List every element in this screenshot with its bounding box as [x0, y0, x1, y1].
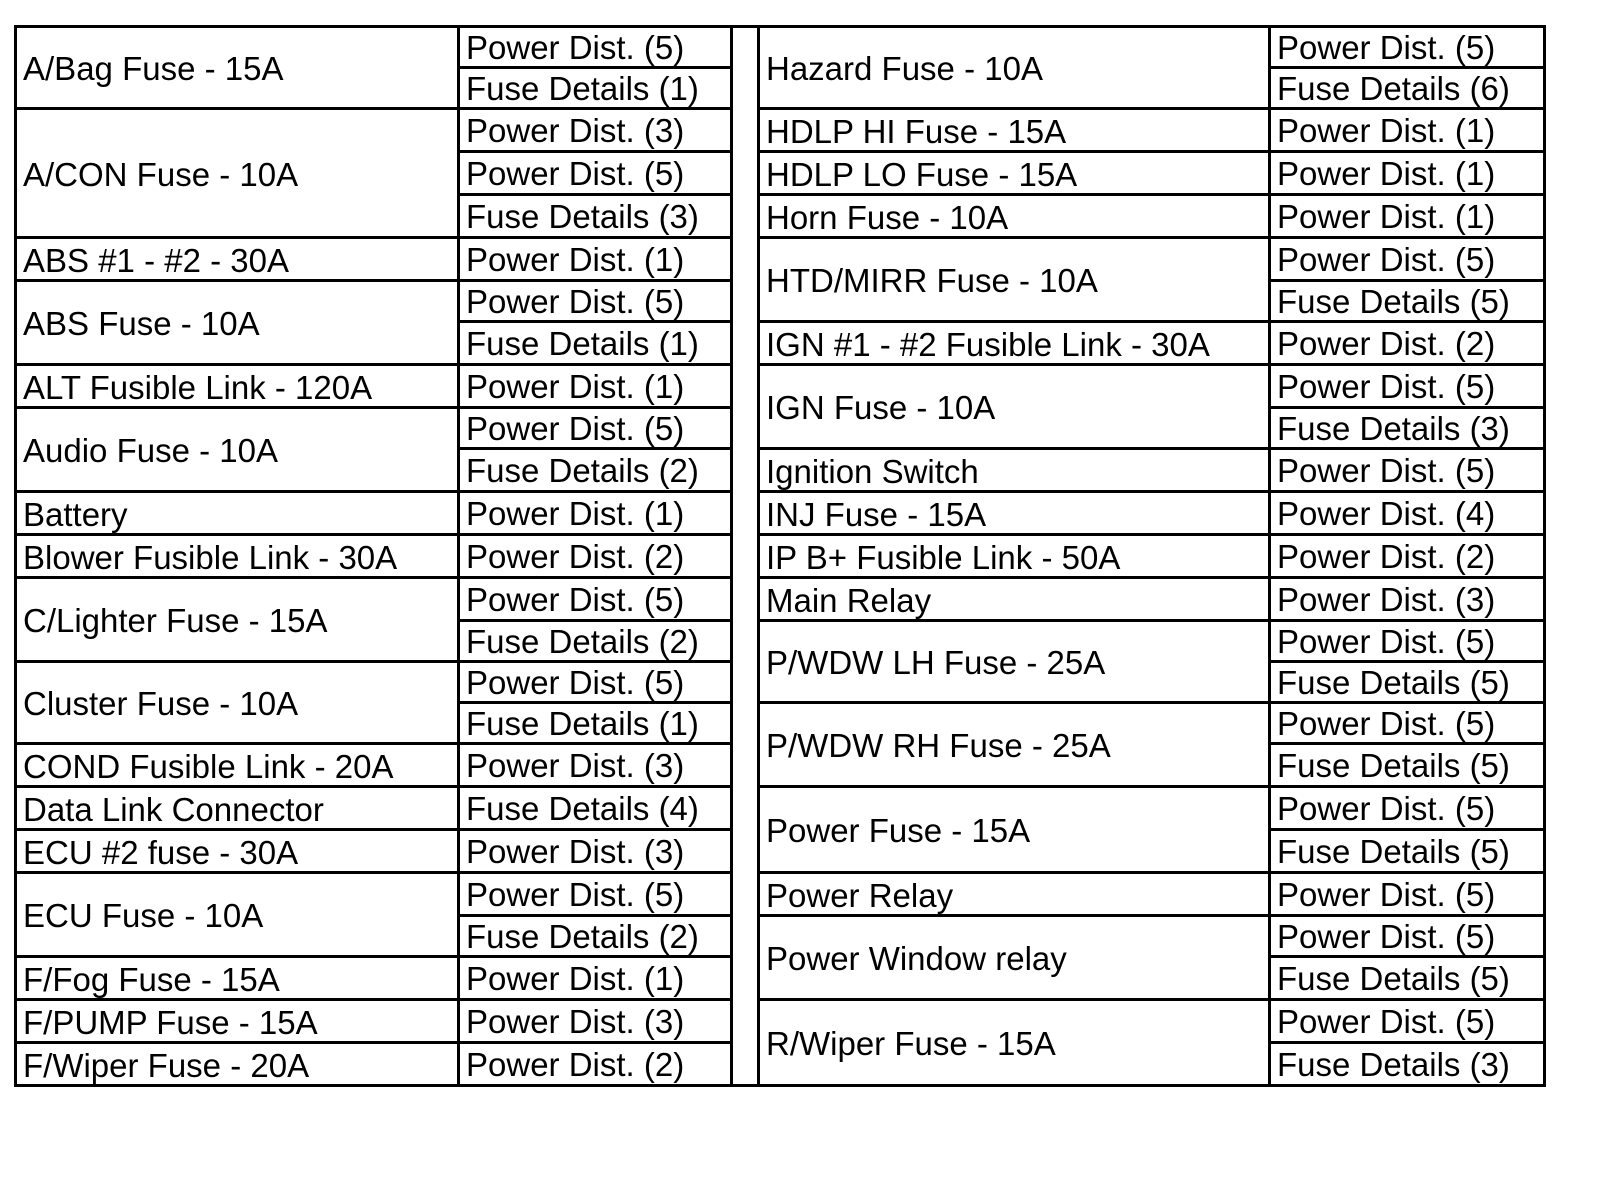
left-component-cell: F/PUMP Fuse - 15A — [16, 1000, 459, 1043]
left-reference-cell: Power Dist. (2) — [459, 535, 732, 578]
left-reference-cell: Power Dist. (2) — [459, 1043, 732, 1086]
right-reference-cell: Fuse Details (5) — [1270, 957, 1545, 1000]
left-component-cell: ABS #1 - #2 - 30A — [16, 238, 459, 281]
left-reference-cell: Fuse Details (3) — [459, 195, 732, 238]
right-component-cell: HDLP HI Fuse - 15A — [759, 109, 1270, 152]
column-divider — [732, 27, 759, 1086]
right-reference-cell: Power Dist. (2) — [1270, 535, 1545, 578]
left-component-cell: ECU Fuse - 10A — [16, 873, 459, 957]
right-reference-cell: Power Dist. (5) — [1270, 873, 1545, 916]
right-component-cell: HTD/MIRR Fuse - 10A — [759, 238, 1270, 322]
left-reference-cell: Power Dist. (5) — [459, 873, 732, 916]
left-component-cell: Data Link Connector — [16, 787, 459, 830]
right-reference-cell: Power Dist. (5) — [1270, 238, 1545, 281]
table-row — [16, 238, 1545, 281]
right-reference-cell: Power Dist. (3) — [1270, 578, 1545, 621]
right-component-cell: Main Relay — [759, 578, 1270, 621]
right-component-cell: Ignition Switch — [759, 449, 1270, 492]
left-reference-cell: Fuse Details (1) — [459, 322, 732, 365]
left-reference-cell: Power Dist. (1) — [459, 492, 732, 535]
left-reference-cell: Power Dist. (1) — [459, 238, 732, 281]
left-component-cell: ECU #2 fuse - 30A — [16, 830, 459, 873]
table-row — [16, 1000, 1545, 1043]
right-reference-cell: Power Dist. (5) — [1270, 703, 1545, 744]
left-component-cell: F/Wiper Fuse - 20A — [16, 1043, 459, 1086]
table-row — [16, 873, 1545, 916]
right-reference-cell: Fuse Details (5) — [1270, 744, 1545, 787]
right-reference-cell: Power Dist. (1) — [1270, 195, 1545, 238]
right-reference-cell: Power Dist. (4) — [1270, 492, 1545, 535]
right-component-cell: IGN Fuse - 10A — [759, 365, 1270, 449]
right-reference-cell: Fuse Details (3) — [1270, 1043, 1545, 1086]
right-reference-cell: Fuse Details (5) — [1270, 662, 1545, 703]
table-row — [16, 492, 1545, 535]
right-component-cell: Hazard Fuse - 10A — [759, 27, 1270, 109]
left-component-cell: C/Lighter Fuse - 15A — [16, 578, 459, 662]
right-component-cell: IGN #1 - #2 Fusible Link - 30A — [759, 322, 1270, 365]
right-reference-cell: Power Dist. (5) — [1270, 365, 1545, 408]
left-reference-cell: Power Dist. (5) — [459, 578, 732, 621]
left-component-cell: A/CON Fuse - 10A — [16, 109, 459, 238]
left-reference-cell: Fuse Details (1) — [459, 703, 732, 744]
table-row — [16, 365, 1545, 408]
left-component-cell: COND Fusible Link - 20A — [16, 744, 459, 787]
right-component-cell: INJ Fuse - 15A — [759, 492, 1270, 535]
left-reference-cell: Fuse Details (4) — [459, 787, 732, 830]
right-reference-cell: Fuse Details (5) — [1270, 830, 1545, 873]
right-component-cell: HDLP LO Fuse - 15A — [759, 152, 1270, 195]
right-reference-cell: Power Dist. (2) — [1270, 322, 1545, 365]
left-component-cell: A/Bag Fuse - 15A — [16, 27, 459, 109]
right-component-cell: Power Relay — [759, 873, 1270, 916]
left-reference-cell: Power Dist. (3) — [459, 1000, 732, 1043]
right-reference-cell: Power Dist. (5) — [1270, 1000, 1545, 1043]
left-reference-cell: Fuse Details (2) — [459, 449, 732, 492]
right-reference-cell: Power Dist. (1) — [1270, 152, 1545, 195]
table-row — [16, 535, 1545, 578]
table-row — [16, 787, 1545, 830]
left-reference-cell: Fuse Details (2) — [459, 916, 732, 957]
right-component-cell: Horn Fuse - 10A — [759, 195, 1270, 238]
left-reference-cell: Fuse Details (1) — [459, 68, 732, 109]
right-reference-cell: Fuse Details (5) — [1270, 281, 1545, 322]
left-reference-cell: Power Dist. (5) — [459, 27, 732, 68]
left-reference-cell: Power Dist. (3) — [459, 830, 732, 873]
left-reference-cell: Power Dist. (5) — [459, 662, 732, 703]
left-reference-cell: Power Dist. (1) — [459, 957, 732, 1000]
table-row — [16, 109, 1545, 152]
left-reference-cell: Power Dist. (5) — [459, 408, 732, 449]
left-component-cell: Battery — [16, 492, 459, 535]
right-reference-cell: Power Dist. (5) — [1270, 621, 1545, 662]
left-component-cell: Audio Fuse - 10A — [16, 408, 459, 492]
right-reference-cell: Fuse Details (3) — [1270, 408, 1545, 449]
right-reference-cell: Power Dist. (5) — [1270, 449, 1545, 492]
right-component-cell: P/WDW RH Fuse - 25A — [759, 703, 1270, 787]
left-component-cell: ABS Fuse - 10A — [16, 281, 459, 365]
left-component-cell: Cluster Fuse - 10A — [16, 662, 459, 744]
left-component-cell: F/Fog Fuse - 15A — [16, 957, 459, 1000]
left-reference-cell: Power Dist. (3) — [459, 744, 732, 787]
table-row — [16, 27, 1545, 68]
right-component-cell: Power Fuse - 15A — [759, 787, 1270, 873]
left-reference-cell: Power Dist. (3) — [459, 109, 732, 152]
right-component-cell: IP B+ Fusible Link - 50A — [759, 535, 1270, 578]
fuse-index-document — [14, 25, 1546, 1087]
right-component-cell: Power Window relay — [759, 916, 1270, 1000]
left-component-cell: ALT Fusible Link - 120A — [16, 365, 459, 408]
right-component-cell: P/WDW LH Fuse - 25A — [759, 621, 1270, 703]
right-reference-cell: Power Dist. (5) — [1270, 787, 1545, 830]
right-reference-cell: Power Dist. (5) — [1270, 916, 1545, 957]
left-component-cell: Blower Fusible Link - 30A — [16, 535, 459, 578]
fuse-index-table — [14, 25, 1546, 1087]
left-reference-cell: Power Dist. (5) — [459, 152, 732, 195]
right-reference-cell: Power Dist. (5) — [1270, 27, 1545, 68]
right-reference-cell: Power Dist. (1) — [1270, 109, 1545, 152]
right-component-cell: R/Wiper Fuse - 15A — [759, 1000, 1270, 1086]
left-reference-cell: Fuse Details (2) — [459, 621, 732, 662]
left-reference-cell: Power Dist. (5) — [459, 281, 732, 322]
right-reference-cell: Fuse Details (6) — [1270, 68, 1545, 109]
table-row — [16, 578, 1545, 621]
left-reference-cell: Power Dist. (1) — [459, 365, 732, 408]
